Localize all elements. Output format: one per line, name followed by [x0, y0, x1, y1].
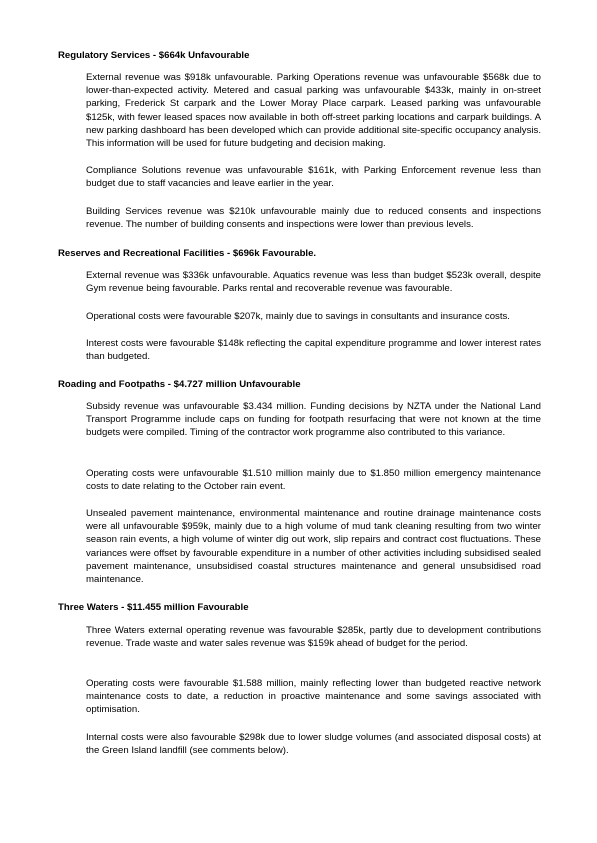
section-heading-regulatory-services: Regulatory Services - $664k Unfavourable [58, 50, 250, 61]
paragraph-regulatory-compliance: Compliance Solutions revenue was unfavourable $161k, with Parking Enforcement revenue less than budget due to staff vacancies and leave earlier in the year. [86, 165, 541, 190]
paragraph-three-waters-internal-costs: Internal costs were also favourable $298k due to lower sludge volumes (and associated disposal costs) at the Green Island landfill (see comments below). [86, 732, 541, 757]
paragraph-three-waters-operating-costs: Operating costs were favourable $1.588 million, mainly reflecting lower than budgeted reactive network maintenance costs to date, a reduction in proactive maintenance and some savings associated with optimisation. [86, 678, 541, 716]
paragraph-three-waters-revenue: Three Waters external operating revenue was favourable $285k, partly due to development contributions revenue. Trade waste and water sales revenue was $159k ahead of budget for the period. [86, 625, 541, 650]
paragraph-roading-unsealed-pavement: Unsealed pavement maintenance, environmental maintenance and routine drainage maintenance costs were all unfavourable $959k, mainly due to a high volume of mud tank cleaning resulting from two winter season rain events, a high volume of winter dig out work, slip repairs and contract cost fluctuations. These variances were offset by favourable expenditure in a number of other activities including subsidised sealed pavement maintenance, unsubsidised coastal structures maintenance and general unsubsidised road maintenance. [86, 508, 541, 586]
paragraph-reserves-operational-costs: Operational costs were favourable $207k, mainly due to savings in consultants and insurance costs. [86, 311, 510, 322]
paragraph-reserves-external-revenue: External revenue was $336k unfavourable. Aquatics revenue was less than budget $523k overall, despite Gym revenue being favourable. Parks rental and recoverable revenue was favourable. [86, 270, 541, 295]
section-heading-three-waters: Three Waters - $11.455 million Favourable [58, 602, 249, 613]
paragraph-roading-operating-costs: Operating costs were unfavourable $1.510 million mainly due to $1.850 million emergency maintenance costs to date relating to the October rain event. [86, 468, 541, 493]
paragraph-regulatory-external-revenue: External revenue was $918k unfavourable. Parking Operations revenue was unfavourable $568k due to lower-than-expected activity. Metered and casual parking was unfavourable $433k, mainly in on-street parking, Frederick St carpark and the Lower Moray Place carpark. Leased parking was unfavourable $125k, with fewer leased spaces now available in both off-street parking locations and carpark buildings. A new parking dashboard has been developed which can provide additional site-specific occupancy analysis. This information will be used for future budgeting and decision making. [86, 72, 541, 150]
section-heading-reserves: Reserves and Recreational Facilities - $696k Favourable. [58, 248, 317, 259]
paragraph-reserves-interest-costs: Interest costs were favourable $148k reflecting the capital expenditure programme and lower interest rates than budgeted. [86, 338, 541, 363]
paragraph-regulatory-building: Building Services revenue was $210k unfavourable mainly due to reduced consents and inspections revenue. The number of building consents and inspections were lower than previous levels. [86, 206, 541, 231]
paragraph-roading-subsidy: Subsidy revenue was unfavourable $3.434 million. Funding decisions by NZTA under the National Land Transport Programme include caps on funding for footpath resurfacing that were not known at the time budgets were compiled. Timing of the contractor work programme also contributed to this variance. [86, 401, 541, 439]
section-heading-roading: Roading and Footpaths - $4.727 million Unfavourable [58, 379, 301, 390]
